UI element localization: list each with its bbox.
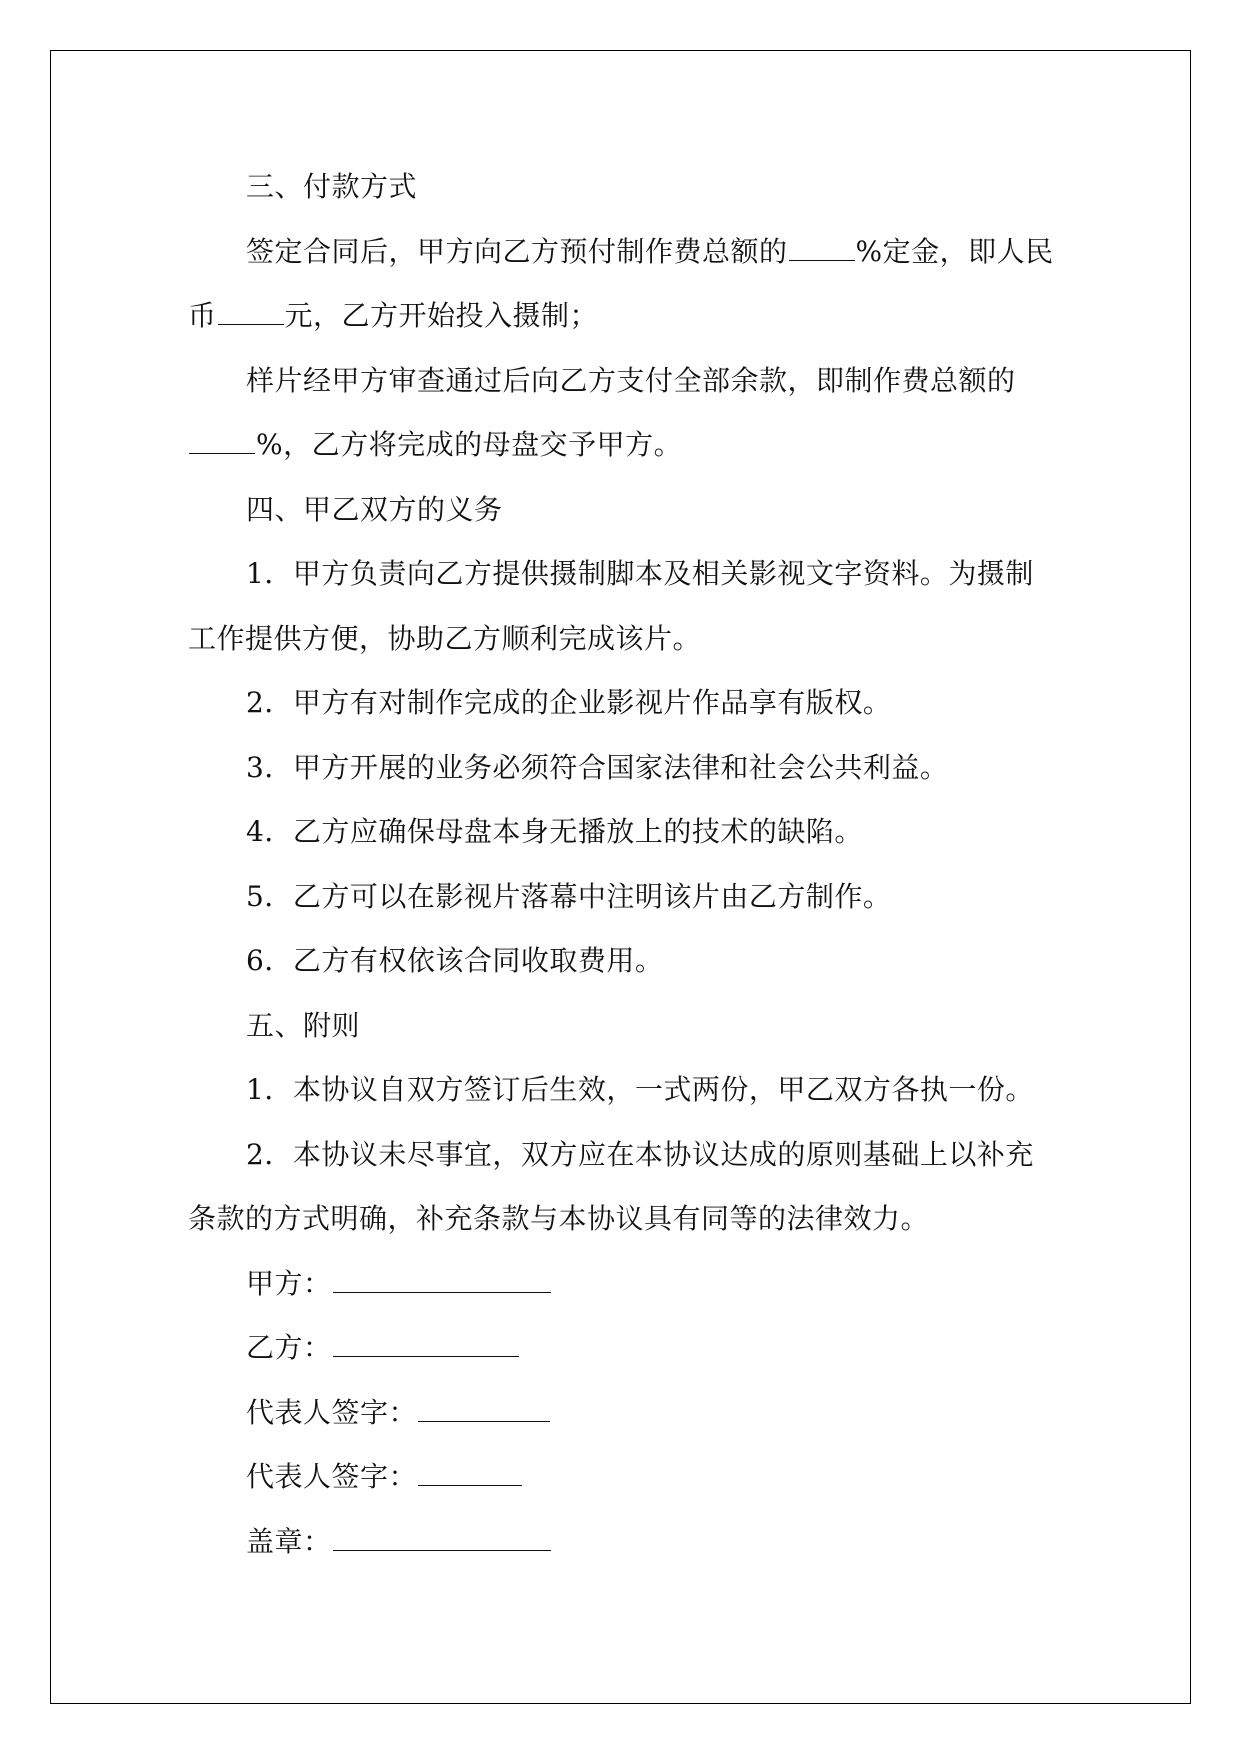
deposit-amount-blank[interactable] bbox=[218, 302, 284, 325]
supplementary-item-2-line-1: 2．本协议未尽事宜，双方应在本协议达成的原则基础上以补充 bbox=[246, 1137, 1034, 1171]
obligation-item-1-line-1: 1．甲方负责向乙方提供摄制脚本及相关影视文字资料。为摄制 bbox=[246, 557, 1034, 590]
section-heading-obligations: 四、甲乙双方的义务 bbox=[246, 492, 503, 526]
party-a-blank[interactable] bbox=[333, 1270, 551, 1293]
section-heading-payment: 三、付款方式 bbox=[246, 170, 418, 203]
signature-representative-1: 代表人签字： bbox=[188, 1381, 1058, 1446]
obligation-item-3: 3．甲方开展的业务必须符合国家法律和社会公共利益。 bbox=[246, 750, 949, 784]
payment-paragraph-1-line-1: 签定合同后，甲方向乙方预付制作费总额的 %定金，即人民 bbox=[246, 234, 1054, 268]
section-heading-supplementary: 五、附则 bbox=[246, 1008, 361, 1042]
signature-party-a: 甲方： bbox=[188, 1252, 1058, 1317]
seal-blank[interactable] bbox=[333, 1528, 551, 1551]
representative-2-blank[interactable] bbox=[418, 1463, 522, 1486]
supplementary-item-2-line-2: 条款的方式明确，补充条款与本协议具有同等的法律效力。 bbox=[188, 1202, 930, 1235]
signature-representative-2: 代表人签字： bbox=[188, 1445, 1058, 1510]
obligation-item-5: 5．乙方可以在影视片落幕中注明该片由乙方制作。 bbox=[246, 879, 892, 913]
payment-paragraph-2-line-1: 样片经甲方审查通过后向乙方支付全部余款，即制作费总额的 bbox=[246, 363, 1016, 397]
payment-paragraph-1-line-2: 币 元，乙方开始投入摄制； bbox=[188, 299, 599, 332]
balance-percent-blank[interactable] bbox=[189, 431, 255, 454]
obligation-item-2: 2．甲方有对制作完成的企业影视片作品享有版权。 bbox=[246, 686, 892, 719]
signature-party-b: 乙方： bbox=[188, 1316, 1058, 1381]
obligation-item-4: 4．乙方应确保母盘本身无播放上的技术的缺陷。 bbox=[246, 815, 863, 848]
obligation-item-6: 6．乙方有权依该合同收取费用。 bbox=[246, 944, 664, 977]
signature-seal: 盖章： bbox=[188, 1510, 1058, 1575]
payment-paragraph-2-line-2: %，乙方将完成的母盘交予甲方。 bbox=[188, 413, 1058, 478]
supplementary-item-1: 1．本协议自双方签订后生效，一式两份，甲乙双方各执一份。 bbox=[246, 1073, 1034, 1106]
representative-1-blank[interactable] bbox=[418, 1399, 550, 1422]
party-b-blank[interactable] bbox=[333, 1334, 519, 1357]
contract-body bbox=[188, 155, 1058, 1574]
deposit-percent-blank[interactable] bbox=[789, 238, 855, 261]
obligation-item-1-line-2: 工作提供方便，协助乙方顺利完成该片。 bbox=[188, 621, 702, 655]
